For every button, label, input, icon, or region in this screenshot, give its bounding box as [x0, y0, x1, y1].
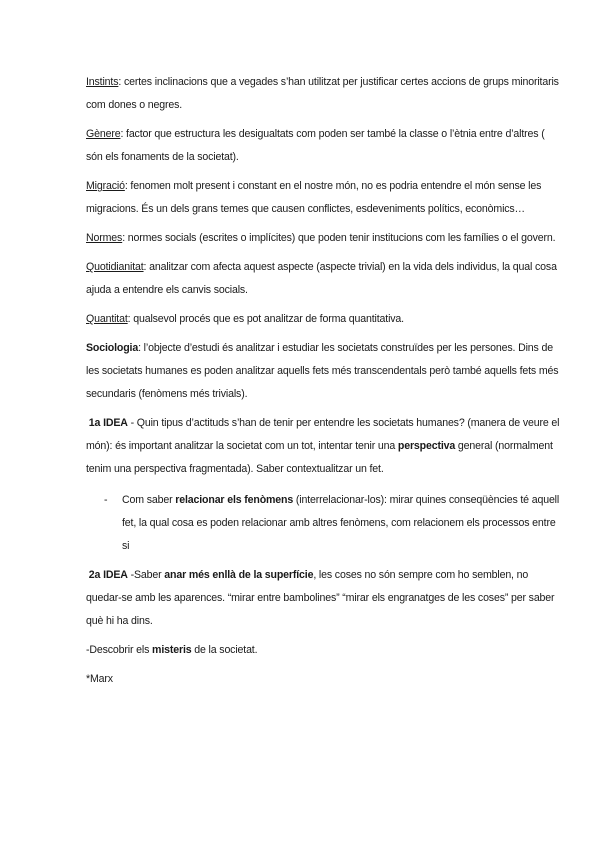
term-instints: Instints — [86, 76, 119, 88]
term-migracio: Migració — [86, 180, 125, 192]
descobrir-text-b: de la societat. — [191, 644, 258, 656]
term-quotidianitat: Quotidianitat — [86, 261, 144, 273]
definition-quantitat: : qualsevol procés que es pot analitzar de forma quantitativa. — [127, 313, 404, 325]
paragraph-quantitat — [86, 308, 560, 331]
marx-note: *Marx — [86, 673, 113, 685]
paragraph-descobrir — [86, 639, 560, 662]
paragraph-marx — [86, 668, 560, 691]
paragraph-normes — [86, 227, 560, 250]
definition-quotidianitat: : analitzar com afecta aquest aspecte (aspecte trivial) en la vida dels individus, la qual cosa ajuda a entendre els canvis socials. — [86, 261, 557, 296]
idea-2-text-b: , les coses no són sempre com ho semblen, no quedar-se amb les aparences. “mirar entre bambolines” “mirar els engranatges de les coses” per saber què hi ha dins. — [86, 569, 555, 627]
idea-1-text-b: general (normalment tenim una perspectiva fragmentada). Saber contextualitzar un fet. — [86, 440, 553, 475]
idea-2-label: 2a IDEA — [88, 569, 128, 581]
paragraph-quotidianitat — [86, 256, 560, 302]
idea-1-label: 1a IDEA — [88, 417, 128, 429]
idea-1-bold-perspectiva: perspectiva — [397, 440, 456, 452]
definition-instints: : certes inclinacions que a vegades s’han utilitzat per justificar certes accions de grups minoritaris com dones o negres. — [86, 76, 559, 111]
paragraph-sociologia — [86, 337, 560, 406]
definition-sociologia: : l’objecte d’estudi és analitzar i estudiar les societats construïdes per les persones. Dins de les societats humanes es poden analitzar aquells fets més transcendentals però també aquells fets més secundaris (fenòmens més trivials). — [86, 342, 559, 400]
term-genere: Gènere — [86, 128, 121, 140]
paragraph-instints — [86, 71, 560, 117]
definition-genere: : factor que estructura les desigualtats com poden ser també la classe o l’ètnia entre d’altres ( són els fonaments de la societat). — [86, 128, 545, 163]
idea-1-text-a: - Quin tipus d’actituds s’han de tenir per entendre les societats humanes? (manera de veure el món): és important analitzar la societat com un tot, intentar tenir una — [86, 417, 560, 452]
descobrir-bold-misteris: misteris — [152, 644, 192, 656]
term-sociologia: Sociologia — [86, 342, 139, 354]
paragraph-migracio — [86, 175, 560, 221]
descobrir-text-a: -Descobrir els — [86, 644, 153, 656]
paragraph-genere — [86, 123, 560, 169]
bullet-text-a: Com saber — [122, 494, 176, 506]
definition-migracio: : fenomen molt present i constant en el nostre món, no es podria entendre el món sense les migracions. És un dels grans temes que causen conflictes, esdeveniments polítics, econòmics… — [86, 180, 542, 215]
bullet-relacionar — [86, 489, 560, 558]
paragraph-idea-2 — [86, 564, 560, 633]
definition-normes: : normes socials (escrites o implícites) que poden tenir institucions com les famílies o el govern. — [122, 232, 556, 244]
term-quantitat: Quantitat — [86, 313, 128, 325]
bullet-bold-relacionar: relacionar els fenòmens — [175, 494, 294, 506]
idea-2-text-a: -Saber — [127, 569, 165, 581]
bullet-text-b: (interrelacionar-los): mirar quines conseqüències té aquell fet, la qual cosa es poden relacionar amb altres fenòmens, com relacionem els processos entre si — [122, 494, 560, 552]
bullet-dash: - — [104, 494, 108, 506]
term-normes: Normes — [86, 232, 123, 244]
idea-2-bold-superficie: anar més enllà de la superfície — [164, 569, 314, 581]
paragraph-idea-1 — [86, 412, 560, 481]
